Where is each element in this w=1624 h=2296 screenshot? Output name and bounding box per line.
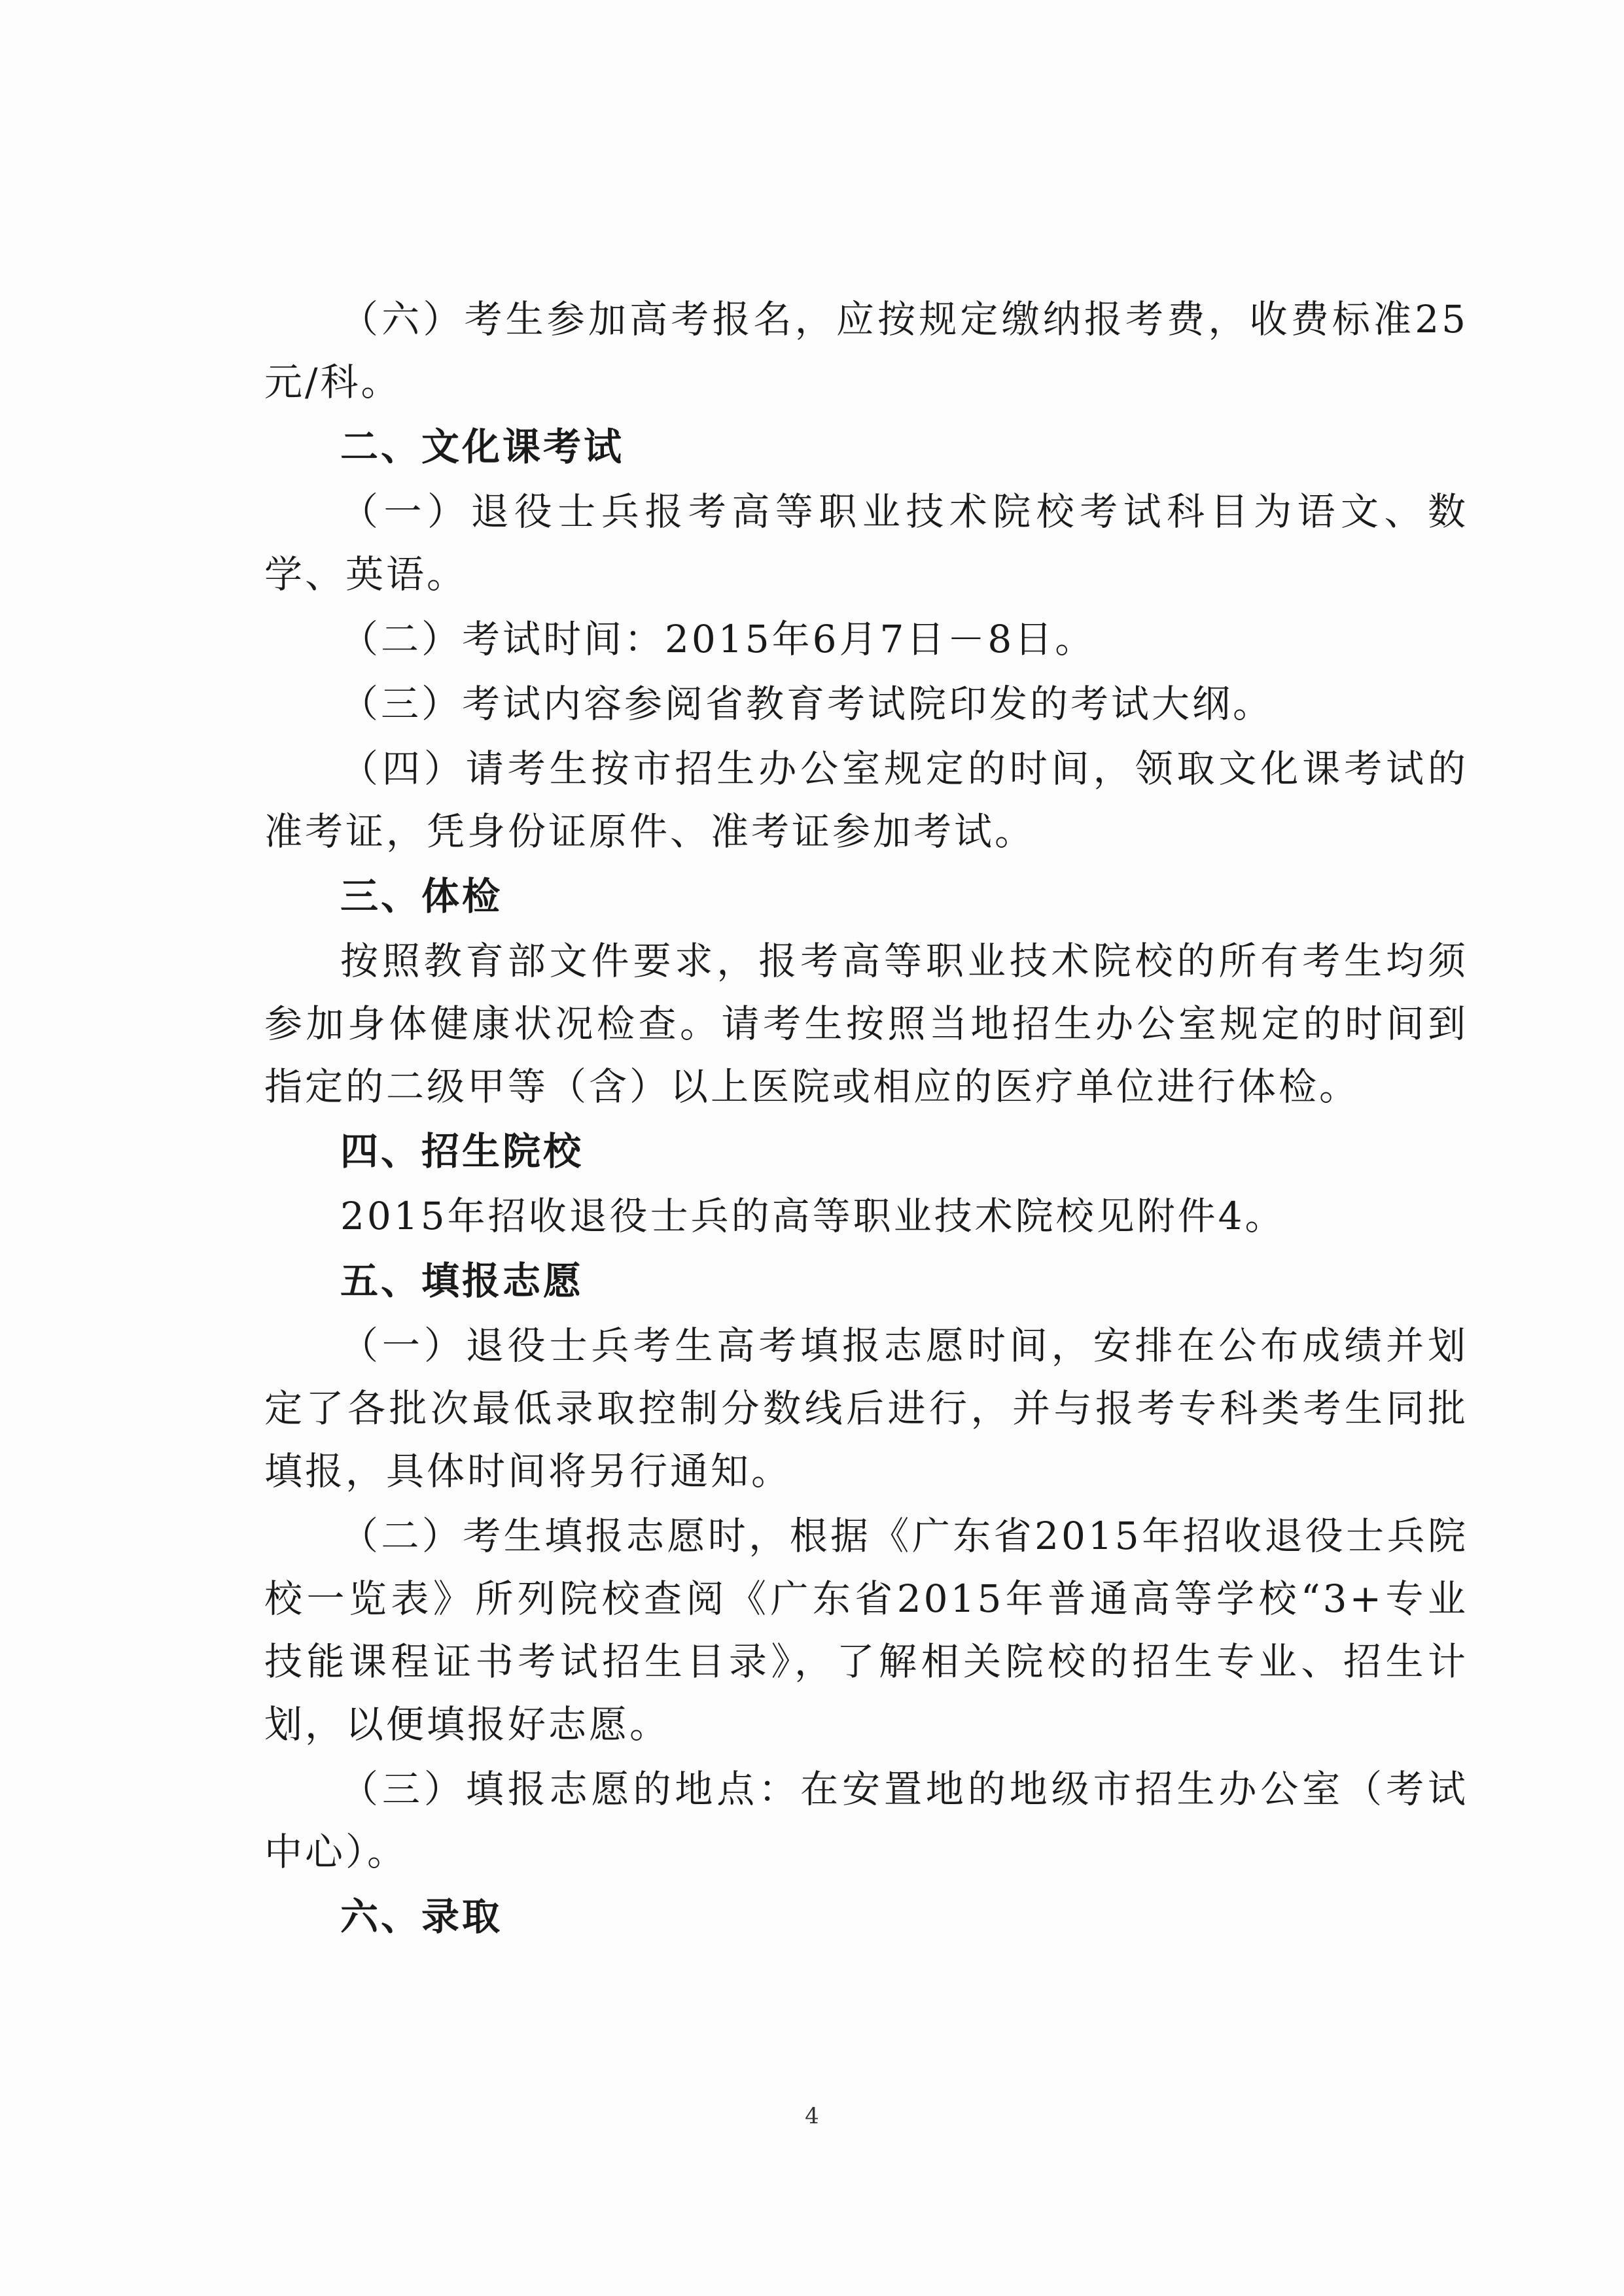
paragraph-registration-fee: （六）考生参加高考报名，应按规定缴纳报考费，收费标准25元/科。 [264,297,1468,404]
paragraph-admission-ticket: （四）请考生按市招生办公室规定的时间，领取文化课考试的准考证，凭身份证原件、准考证参加考试。 [264,746,1468,854]
paragraph-exam-time: （二）考试时间：2015年6月7日－8日。 [340,617,1096,661]
paragraph-physical-exam: 按照教育部文件要求，报考高等职业技术院校的所有考生均须参加身体健康状况检查。请考生按照当地招生办公室规定的时间到指定的二级甲等（含）以上医院或相应的医疗单位进行体检。 [264,939,1468,1109]
document-body [264,288,1468,1950]
paragraph-application-location: （三）填报志愿的地点：在安置地的地级市招生办公室（考试中心）。 [264,1767,1468,1874]
paragraph-application-time: （一）退役士兵考生高考填报志愿时间，安排在公布成绩并划定了各批次最低录取控制分数线后进行，并与报考专科类考生同批填报，具体时间将另行通知。 [264,1323,1468,1493]
section-heading-admission: 六、录取 [340,1894,503,1939]
paragraph-exam-subjects: （一）退役士兵报考高等职业技术院校考试科目为语文、数学、英语。 [264,489,1468,597]
section-heading-culture-exam: 二、文化课考试 [340,425,625,469]
section-heading-institutions: 四、招生院校 [340,1129,584,1174]
paragraph-exam-content: （三）考试内容参阅省教育考试院印发的考试大纲。 [340,682,1274,726]
paragraph-application-reference: （二）考生填报志愿时，根据《广东省2015年招收退役士兵院校一览表》所列院校查阅《广东省2015年普通高等学校“3+专业技能课程证书考试招生目录》，了解相关院校的招生专业、招生计划，以便填报好志愿。 [264,1514,1468,1747]
section-heading-application: 五、填报志愿 [340,1259,584,1303]
section-heading-physical-exam: 三、体检 [340,874,503,918]
page-number: 4 [805,2103,819,2129]
paragraph-institutions: 2015年招收退役士兵的高等职业技术院校见附件4。 [340,1194,1286,1238]
